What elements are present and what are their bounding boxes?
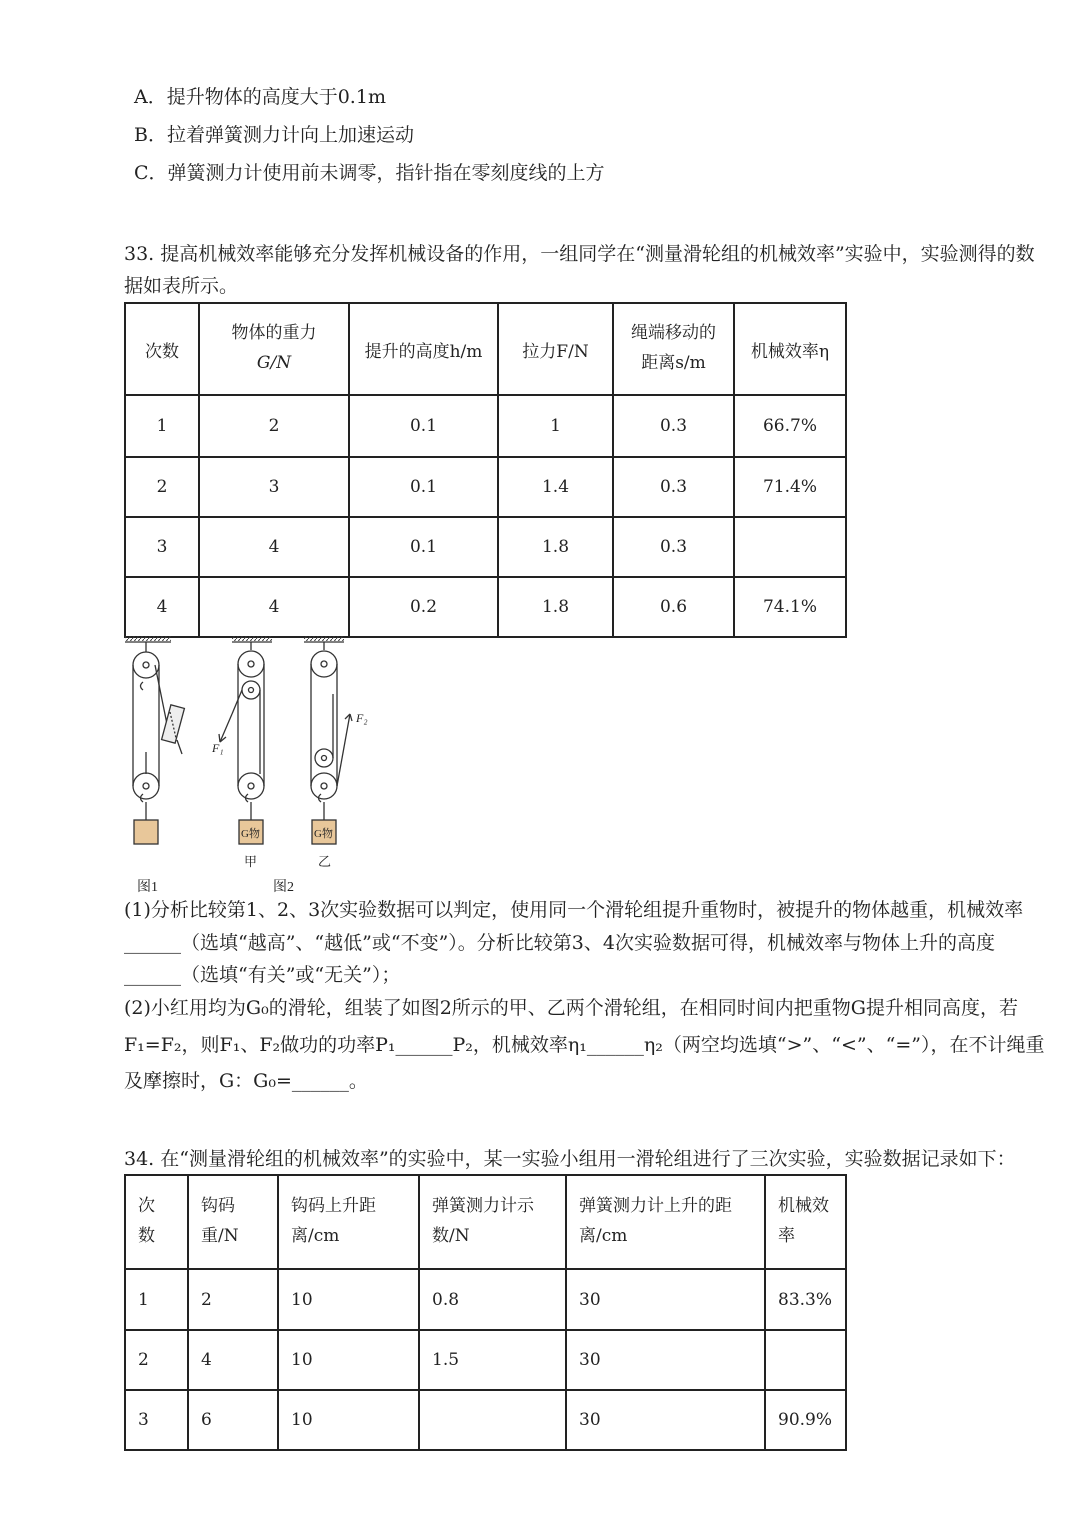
table-cell: 2 (199, 395, 349, 457)
header-cell (278, 1175, 419, 1269)
table-cell: 3 (125, 517, 199, 577)
header-cell (188, 1175, 278, 1269)
table-cell: 1.4 (498, 457, 613, 517)
weight-label-jia: G物 (241, 828, 260, 840)
header-text: 钩码 (201, 1196, 235, 1217)
table-cell: 3 (125, 1390, 188, 1450)
header-cell: 提升的高度h/m (349, 303, 498, 395)
option-a: A．提升物体的高度大于0.1m (134, 86, 386, 108)
table-cell: 0.1 (349, 395, 498, 457)
header-text: 数 (138, 1226, 155, 1246)
table-cell: 10 (278, 1269, 419, 1330)
header-text: 机械效 (778, 1196, 829, 1217)
option-b: B．拉着弹簧测力计向上加速运动 (134, 124, 414, 146)
table-cell (734, 517, 846, 577)
header-cell (566, 1175, 765, 1269)
header-cell: 拉力F/N (498, 303, 613, 395)
table-row (125, 395, 846, 457)
table-cell: 4 (199, 577, 349, 637)
spring-scale-icon (162, 705, 185, 743)
table-row (125, 1390, 846, 1450)
table-cell: 71.4% (734, 457, 846, 517)
header-cell: 次数 (125, 303, 199, 395)
q33-part2-line1: (2)小红用均为G₀的滑轮，组装了如图2所示的甲、乙两个滑轮组，在相同时间内把重物G提升相同高度，若 (124, 997, 1018, 1019)
header-cell (419, 1175, 566, 1269)
header-text: 离/cm (579, 1226, 628, 1246)
q34-data-table (124, 1174, 847, 1451)
header-text: G/N (256, 353, 292, 373)
table-cell: 66.7% (734, 395, 846, 457)
header-text: 弹簧测力计示 (432, 1196, 534, 1217)
table-cell: 1 (125, 1269, 188, 1330)
table-cell: 3 (199, 457, 349, 517)
table-cell: 1.8 (498, 577, 613, 637)
q33-part1-line1: (1)分析比较第1、2、3次实验数据可以判定，使用同一个滑轮组提升重物时，被提升的物体越重，机械效率 (124, 899, 1024, 921)
table-cell: 2 (125, 457, 199, 517)
table-cell: 2 (125, 1330, 188, 1390)
table-row (125, 577, 846, 637)
table-cell (765, 1330, 846, 1390)
pulley-system-yi (304, 636, 352, 844)
header-cell: 机械效率η (734, 303, 846, 395)
table-cell: 1.8 (498, 517, 613, 577)
table-cell: 2 (188, 1269, 278, 1330)
table-cell: 4 (199, 517, 349, 577)
force-f1-label: F₁ (212, 741, 224, 755)
table-header-row (125, 1175, 846, 1269)
label-jia: 甲 (244, 854, 258, 869)
table-cell: 0.3 (613, 395, 734, 457)
header-text: 钩码上升距 (291, 1196, 376, 1217)
table-cell (419, 1390, 566, 1450)
q33-part2-line2: F₁=F₂，则F₁、F₂做功的功率P₁______P₂，机械效率η₁______η₂（两空均选填“>”、“<”、“=”），在不计绳重 (124, 1034, 1045, 1056)
table-cell: 1.5 (419, 1330, 566, 1390)
label-yi: 乙 (318, 854, 332, 869)
table-cell: 0.6 (613, 577, 734, 637)
table-cell: 0.3 (613, 517, 734, 577)
header-text: 离/cm (291, 1226, 340, 1246)
header-cell (613, 303, 734, 395)
table-cell: 0.3 (613, 457, 734, 517)
table-cell: 1 (498, 395, 613, 457)
q33-stem-line2: 据如表所示。 (124, 275, 239, 297)
table-cell: 4 (188, 1330, 278, 1390)
table-cell: 0.2 (349, 577, 498, 637)
table-cell: 30 (566, 1390, 765, 1450)
table-cell: 0.8 (419, 1269, 566, 1330)
header-text: 物体的重力 (231, 323, 317, 344)
header-text: 次 (138, 1196, 155, 1217)
pulley-system-fig1 (125, 636, 184, 844)
header-cell (199, 303, 349, 395)
header-cell (125, 1175, 188, 1269)
fig1-caption: 图1 (137, 880, 158, 895)
table-row (125, 457, 846, 517)
table-cell: 4 (125, 577, 199, 637)
table-cell: 10 (278, 1330, 419, 1390)
force-f2-label: F₂ (356, 711, 368, 725)
table-cell: 30 (566, 1269, 765, 1330)
weight-label-yi: G物 (314, 828, 333, 840)
table-cell: 74.1% (734, 577, 846, 637)
table-row (125, 1330, 846, 1390)
table-cell: 30 (566, 1330, 765, 1390)
table-row (125, 1269, 846, 1330)
q34-stem: 34. 在“测量滑轮组的机械效率”的实验中，某一实验小组用一滑轮组进行了三次实验，实验数据记录如下： (124, 1148, 1016, 1170)
header-text: 绳端移动的 (631, 323, 716, 344)
table-cell: 0.1 (349, 457, 498, 517)
header-text: 距离s/m (641, 353, 706, 373)
q33-part1-line3: ______（选填“有关”或“无关”）； (124, 964, 401, 986)
q33-data-table (124, 302, 847, 638)
table-cell: 0.1 (349, 517, 498, 577)
table-cell: 83.3% (765, 1269, 846, 1330)
pulley-system-jia (219, 636, 272, 844)
option-c: C．弹簧测力计使用前未调零，指针指在零刻度线的上方 (134, 162, 605, 184)
q33-part2-line3: 及摩擦时，G：G₀=______。 (124, 1070, 368, 1092)
table-cell: 6 (188, 1390, 278, 1450)
q33-part1-line2: ______（选填“越高”、“越低”或“不变”）。分析比较第3、4次实验数据可得，机械效率与物体上升的高度 (124, 932, 995, 954)
q33-stem-line1: 33. 提高机械效率能够充分发挥机械设备的作用，一组同学在“测量滑轮组的机械效率”实验中，实验测得的数 (124, 243, 1035, 265)
table-cell: 90.9% (765, 1390, 846, 1450)
header-text: 弹簧测力计上升的距 (579, 1196, 732, 1217)
pulley-figure (120, 634, 390, 896)
header-cell (765, 1175, 846, 1269)
header-text: 率 (778, 1226, 795, 1246)
fig2-caption: 图2 (273, 880, 294, 895)
table-cell: 1 (125, 395, 199, 457)
table-cell: 10 (278, 1390, 419, 1450)
table-header-row (125, 303, 846, 395)
table-row (125, 517, 846, 577)
header-text: 重/N (201, 1226, 239, 1246)
header-text: 数/N (432, 1226, 470, 1246)
